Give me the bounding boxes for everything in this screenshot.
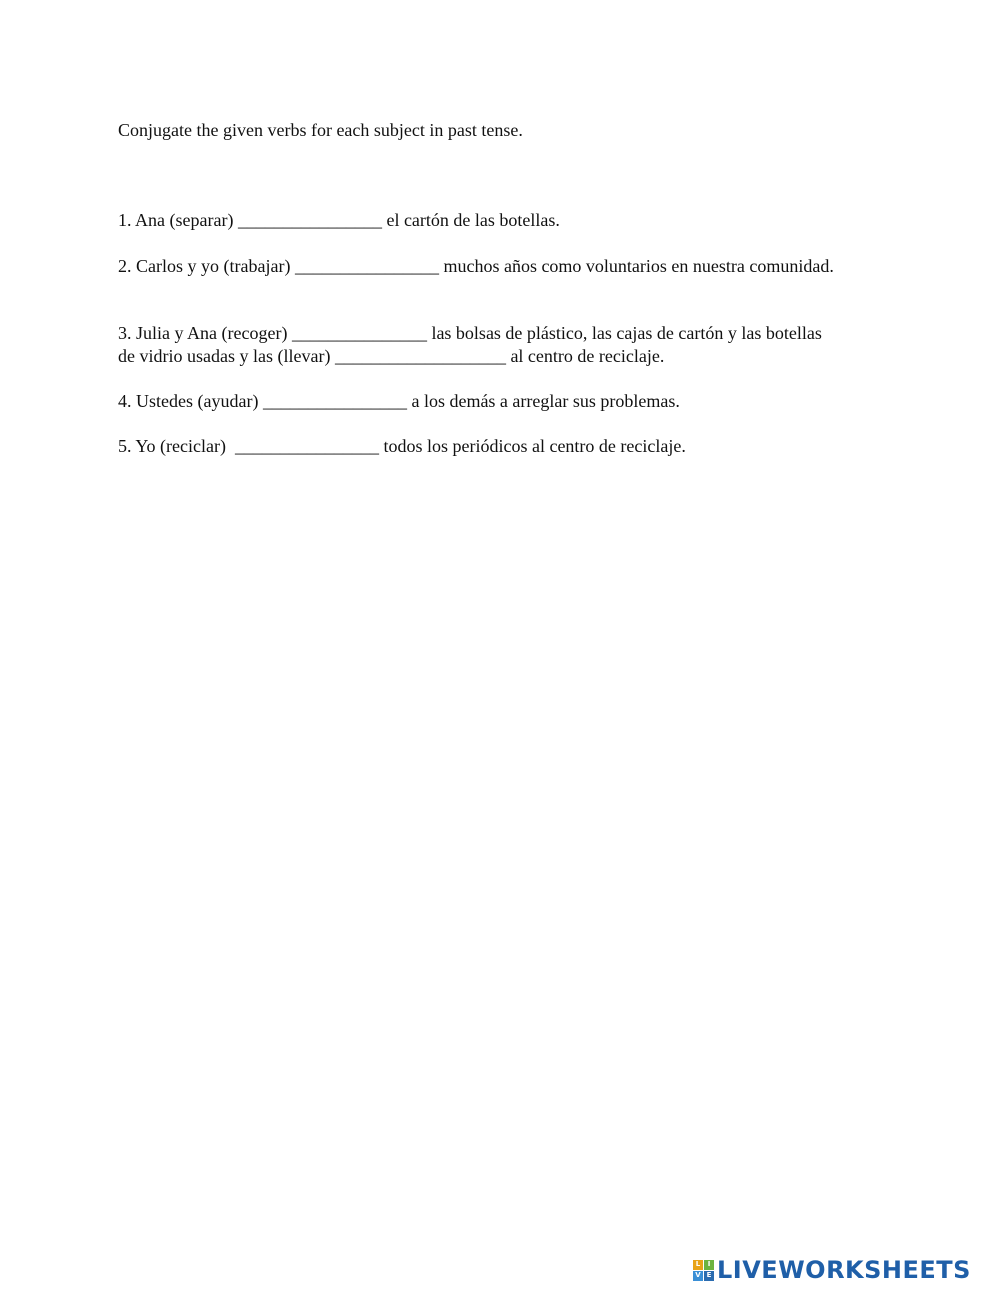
answer-blank-2[interactable]: ________________ (294, 256, 439, 276)
question-number: 1. (118, 210, 132, 230)
question-text: a los demás a arreglar sus problemas. (406, 391, 680, 411)
answer-blank-3b[interactable]: ___________________ (334, 345, 506, 366)
answer-blank-5[interactable]: ________________ (234, 436, 379, 456)
question-5 (118, 435, 838, 458)
question-3 (118, 322, 838, 367)
logo-letter-e: E (704, 1271, 714, 1281)
question-text: Ustedes (ayudar) (131, 391, 263, 411)
question-1 (118, 209, 838, 232)
question-text: Julia y Ana (recoger) (131, 323, 292, 343)
question-text: el cartón de las botellas. (381, 210, 560, 230)
answer-blank-3a[interactable]: _______________ (291, 323, 427, 343)
question-number: 3. (118, 323, 132, 343)
question-2 (118, 255, 838, 278)
question-number: 2. (118, 256, 132, 276)
logo-letter-v: V (693, 1271, 703, 1281)
answer-blank-4[interactable]: ________________ (262, 391, 407, 411)
question-4 (118, 390, 838, 413)
logo-text: LIVEWORKSHEETS (717, 1256, 971, 1284)
question-text: las bolsas de plástico, las cajas de cartón y las botellas de vidrio usadas y las (llevar) (118, 323, 827, 366)
question-text: Yo (reciclar) (131, 436, 235, 456)
question-text: muchos años como voluntarios en nuestra comunidad. (438, 256, 834, 276)
liveworksheets-logo (693, 1256, 971, 1284)
logo-letter-l: L (693, 1260, 703, 1270)
question-text: Ana (separar) (131, 210, 238, 230)
answer-blank-1[interactable]: ________________ (237, 210, 382, 230)
question-text: al centro de reciclaje. (505, 345, 665, 366)
question-number: 4. (118, 391, 132, 411)
question-text: todos los periódicos al centro de reciclaje. (378, 436, 686, 456)
question-number: 5. (118, 436, 132, 456)
question-text: Carlos y yo (trabajar) (131, 256, 295, 276)
instructions: Conjugate the given verbs for each subject in past tense. (118, 120, 523, 140)
logo-mark-icon (693, 1260, 714, 1281)
logo-letter-i: I (704, 1260, 714, 1270)
